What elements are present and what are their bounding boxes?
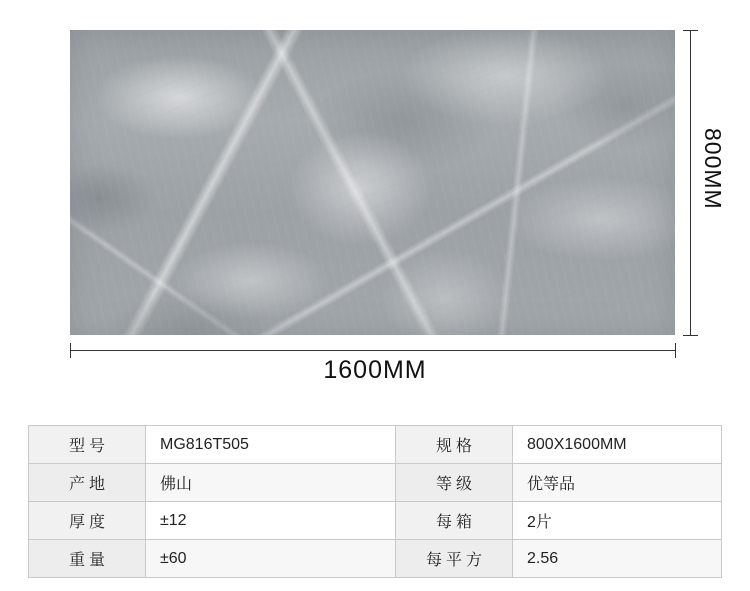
- height-dimension-line: [690, 30, 691, 335]
- spec-label-per-box: 每箱: [396, 502, 513, 540]
- height-dimension-label: 800MM: [700, 128, 726, 210]
- height-dimension-cap-bottom: [683, 335, 698, 336]
- spec-label-thickness: 厚度: [29, 502, 146, 540]
- spec-label-size: 规格: [396, 426, 513, 464]
- spec-label-grade: 等级: [396, 464, 513, 502]
- spec-value-per-square-meter: 2.56: [513, 540, 722, 578]
- height-dimension-cap-top: [683, 30, 698, 31]
- spec-value-size: 800X1600MM: [513, 426, 722, 464]
- table-row: [29, 426, 722, 464]
- spec-value-grade: 优等品: [513, 464, 722, 502]
- spec-label-per-square-meter: 每平方: [396, 540, 513, 578]
- table-row: [29, 502, 722, 540]
- spec-label-weight: 重量: [29, 540, 146, 578]
- spec-value-per-box: 2片: [513, 502, 722, 540]
- specification-table: [28, 425, 722, 578]
- gray-marble-tile-image: [70, 30, 675, 335]
- table-row: [29, 464, 722, 502]
- table-row: [29, 540, 722, 578]
- spec-value-weight: ±60: [146, 540, 396, 578]
- spec-value-model: MG816T505: [146, 426, 396, 464]
- spec-value-thickness: ±12: [146, 502, 396, 540]
- spec-label-model: 型号: [29, 426, 146, 464]
- spec-value-origin: 佛山: [146, 464, 396, 502]
- width-dimension-line: [70, 350, 675, 351]
- spec-label-origin: 产地: [29, 464, 146, 502]
- width-dimension-label: 1600MM: [323, 356, 427, 384]
